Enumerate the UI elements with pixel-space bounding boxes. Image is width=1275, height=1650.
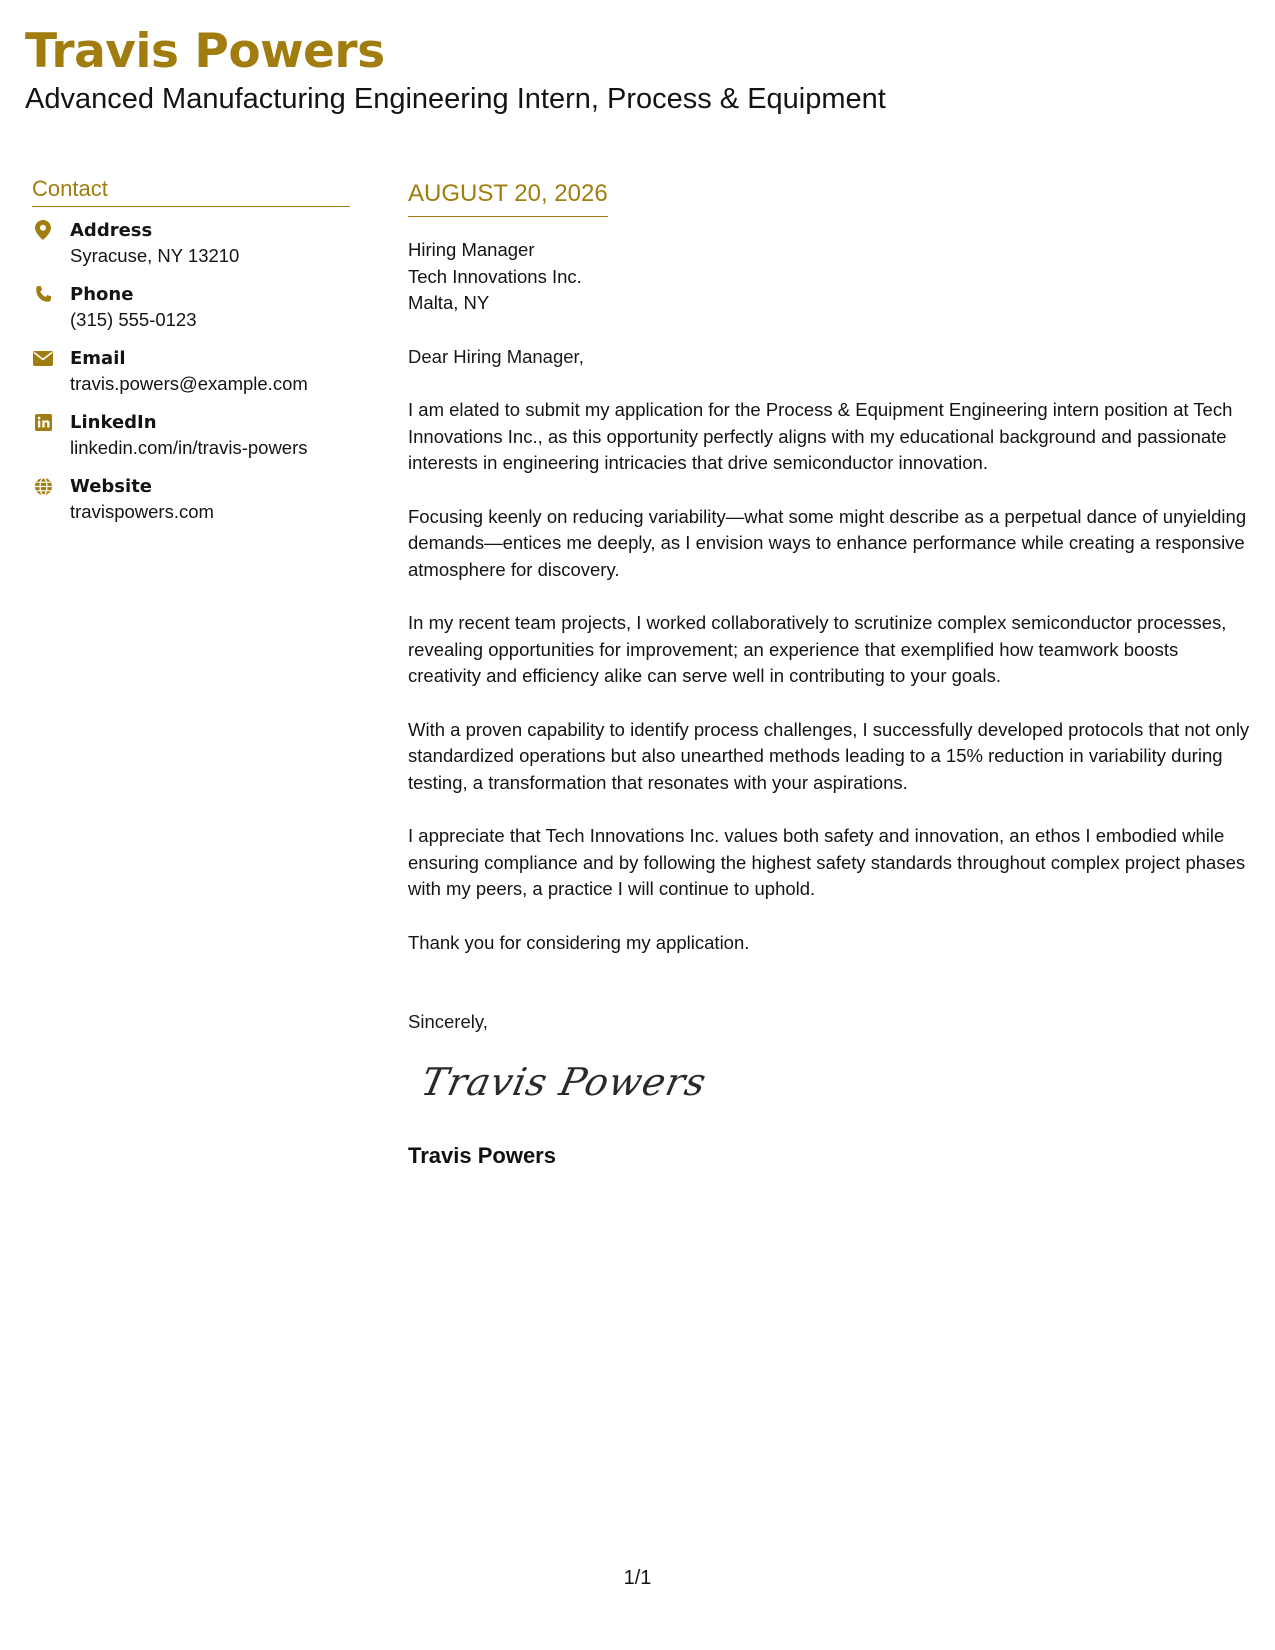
contact-email: [32, 347, 350, 396]
contact-phone: [32, 283, 350, 332]
signature: [417, 1056, 1253, 1116]
applicant-name: Travis Powers: [25, 24, 385, 79]
letter-paragraph: Thank you for considering my application.: [408, 931, 750, 953]
letter-body: [408, 178, 1253, 1170]
contact-value: (315) 555-0123: [70, 309, 197, 330]
signature-text: Travis Powers: [417, 1059, 711, 1104]
globe-icon: [33, 476, 53, 496]
contact-website: [32, 475, 350, 524]
contact-heading: Contact: [32, 176, 350, 207]
contact-linkedin: [32, 411, 350, 460]
contact-label: Website: [70, 476, 153, 497]
map-pin-icon: [33, 220, 53, 240]
phone-icon: [33, 284, 53, 304]
envelope-icon: [33, 348, 53, 368]
contact-address: [32, 219, 350, 268]
letter-paragraph: Focusing keenly on reducing variability—what some might describe as a perpetual dance of unyielding demands—entices me deeply, as I envision ways to enhance performance while creating a responsive atmosphere for discovery.: [408, 505, 1247, 580]
linkedin-icon: [33, 412, 53, 432]
contact-value[interactable]: travis.powers@example.com: [70, 373, 308, 394]
job-title: Advanced Manufacturing Engineering Intern, Process & Equipment: [25, 83, 886, 115]
letter-paragraph: In my recent team projects, I worked collaboratively to scrutinize complex semiconductor processes, revealing opportunities for improvement; an experience that exemplified how teamwork boosts creativity and efficiency alike can serve well in contributing to your goals.: [408, 612, 1227, 686]
salutation: Dear Hiring Manager,: [408, 345, 584, 367]
letter-paragraph: I am elated to submit my application for the Process & Equipment Engineering intern position at Tech Innovations Inc., as this opportunity perfectly aligns with my educational background and passionate interests in engineering intricacies that drive semiconductor innovation.: [408, 399, 1233, 473]
letter-header: [25, 22, 1250, 116]
recipient-line: Tech Innovations Inc.: [408, 265, 582, 287]
letter-paragraph: With a proven capability to identify process challenges, I successfully developed protocols that not only standardized operations but also unearthed methods leading to a 15% reduction in variability during testing, a transformation that resonates with your aspirations.: [408, 718, 1250, 793]
contact-label: Phone: [70, 284, 134, 305]
contact-value[interactable]: travispowers.com: [70, 501, 214, 522]
contact-label: Address: [70, 220, 153, 241]
contact-label: Email: [70, 348, 126, 369]
signoff-name: Travis Powers: [408, 1142, 556, 1168]
contact-value[interactable]: linkedin.com/in/travis-powers: [70, 437, 308, 458]
contact-sidebar: [32, 176, 350, 539]
contact-value: Syracuse, NY 13210: [70, 245, 240, 266]
letter-paragraph: I appreciate that Tech Innovations Inc. values both safety and innovation, an ethos I embodied while ensuring compliance and by following the highest safety standards throughout complex project phases with my peers, a practice I will continue to uphold.: [408, 825, 1246, 899]
recipient-block: [408, 237, 1253, 317]
recipient-line: Hiring Manager: [408, 239, 535, 260]
page-number: 1/1: [623, 1567, 652, 1589]
contact-label: LinkedIn: [70, 412, 157, 433]
letter-date: AUGUST 20, 2026: [408, 178, 608, 217]
recipient-line: Malta, NY: [408, 292, 490, 313]
closing: Sincerely,: [408, 1011, 488, 1032]
